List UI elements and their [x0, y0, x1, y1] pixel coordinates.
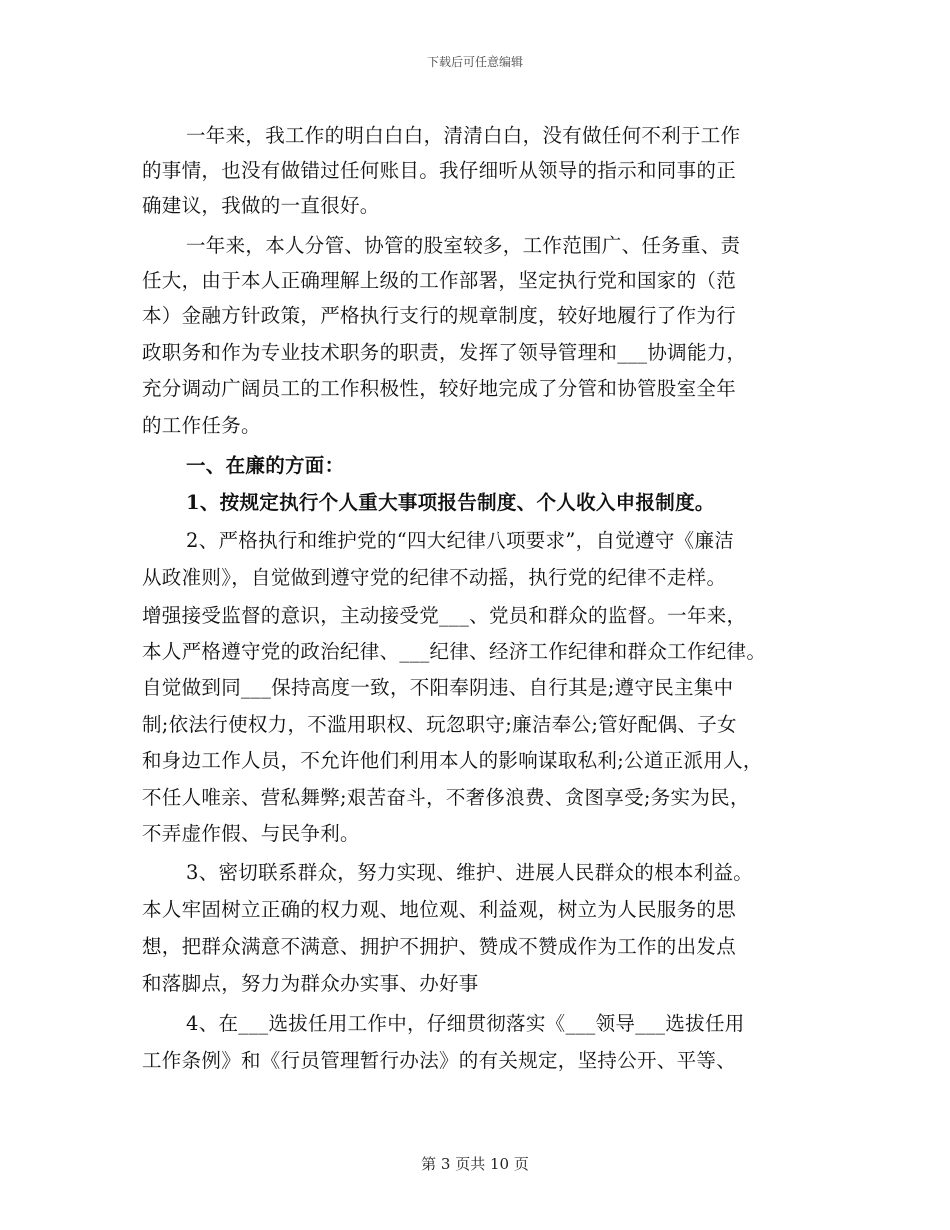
text-line: 1、按规定执行个人重大事项报告制度、个人收入申报制度。 [186, 491, 715, 514]
text-line: 增强接受监督的意识，主动接受党___、党员和群众的监督。一年来， [142, 604, 747, 627]
text-line: 从政准则》，自觉做到遵守党的纪律不动摇，执行党的纪律不走样。 [142, 566, 727, 589]
text-line: 工作条例》和《行员管理暂行办法》的有关规定，坚持公开、平等、 [142, 1049, 737, 1072]
text-line: 3、密切联系群众，努力实现、维护、进展人民群众的根本利益。 [186, 861, 754, 884]
text-line: 一、在廉的方面： [186, 454, 345, 477]
text-line: 一年来，我工作的明白白白，清清白白，没有做任何不利于工作 [186, 124, 741, 147]
text-line: 政职务和作为专业技术职务的职责，发挥了领导管理和___协调能力， [142, 341, 747, 364]
page-footer: 第 3 页共 10 页 [421, 1155, 529, 1173]
text-line: 和落脚点，努力为群众办实事、办好事 [142, 972, 479, 995]
text-line: 任大，由于本人正确理解上级的工作部署，坚定执行党和国家的（范 [142, 269, 737, 292]
text-line: 的工作任务。 [142, 414, 261, 437]
text-line: 和身边工作人员，不允许他们利用本人的影响谋取私利;公道正派用人， [142, 749, 763, 772]
text-line: 充分调动广阔员工的工作积极性，较好地完成了分管和协管股室全年 [142, 377, 737, 400]
text-line: 不弄虚作假、与民争利。 [142, 822, 360, 845]
text-line: 不任人唯亲、营私舞弊;艰苦奋斗，不奢侈浪费、贪图享受;务实为民， [142, 786, 750, 809]
text-line: 本人严格遵守党的政治纪律、___纪律、经济工作纪律和群众工作纪律。 [142, 640, 767, 663]
text-line: 想，把群众满意不满意、拥护不拥护、赞成不赞成作为工作的出发点 [142, 935, 737, 958]
text-line: 确建议，我做的一直很好。 [142, 194, 380, 217]
text-line: 的事情，也没有做错过任何账目。我仔细听从领导的指示和同事的正 [142, 159, 737, 182]
page-header: 下载后可任意编辑 [426, 55, 523, 69]
text-line: 本）金融方针政策，严格执行支行的规章制度，较好地履行了作为行 [142, 304, 737, 327]
text-line: 自觉做到同___保持高度一致，不阳奉阴违、自行其是;遵守民主集中 [142, 676, 734, 699]
text-line: 本人牢固树立正确的权力观、地位观、利益观，树立为人民服务的思 [142, 898, 737, 921]
text-line: 制;依法行使权力，不滥用职权、玩忽职守;廉洁奉公;管好配偶、子女 [142, 713, 737, 736]
text-line: 2、严格执行和维护党的“四大纪律八项要求”，自觉遵守《廉洁 [186, 529, 735, 552]
text-line: 4、在___选拔任用工作中，仔细贯彻落实《___领导___选拔任用 [186, 1012, 745, 1035]
text-line: 一年来，本人分管、协管的股室较多，工作范围广、任务重、责 [186, 234, 741, 257]
